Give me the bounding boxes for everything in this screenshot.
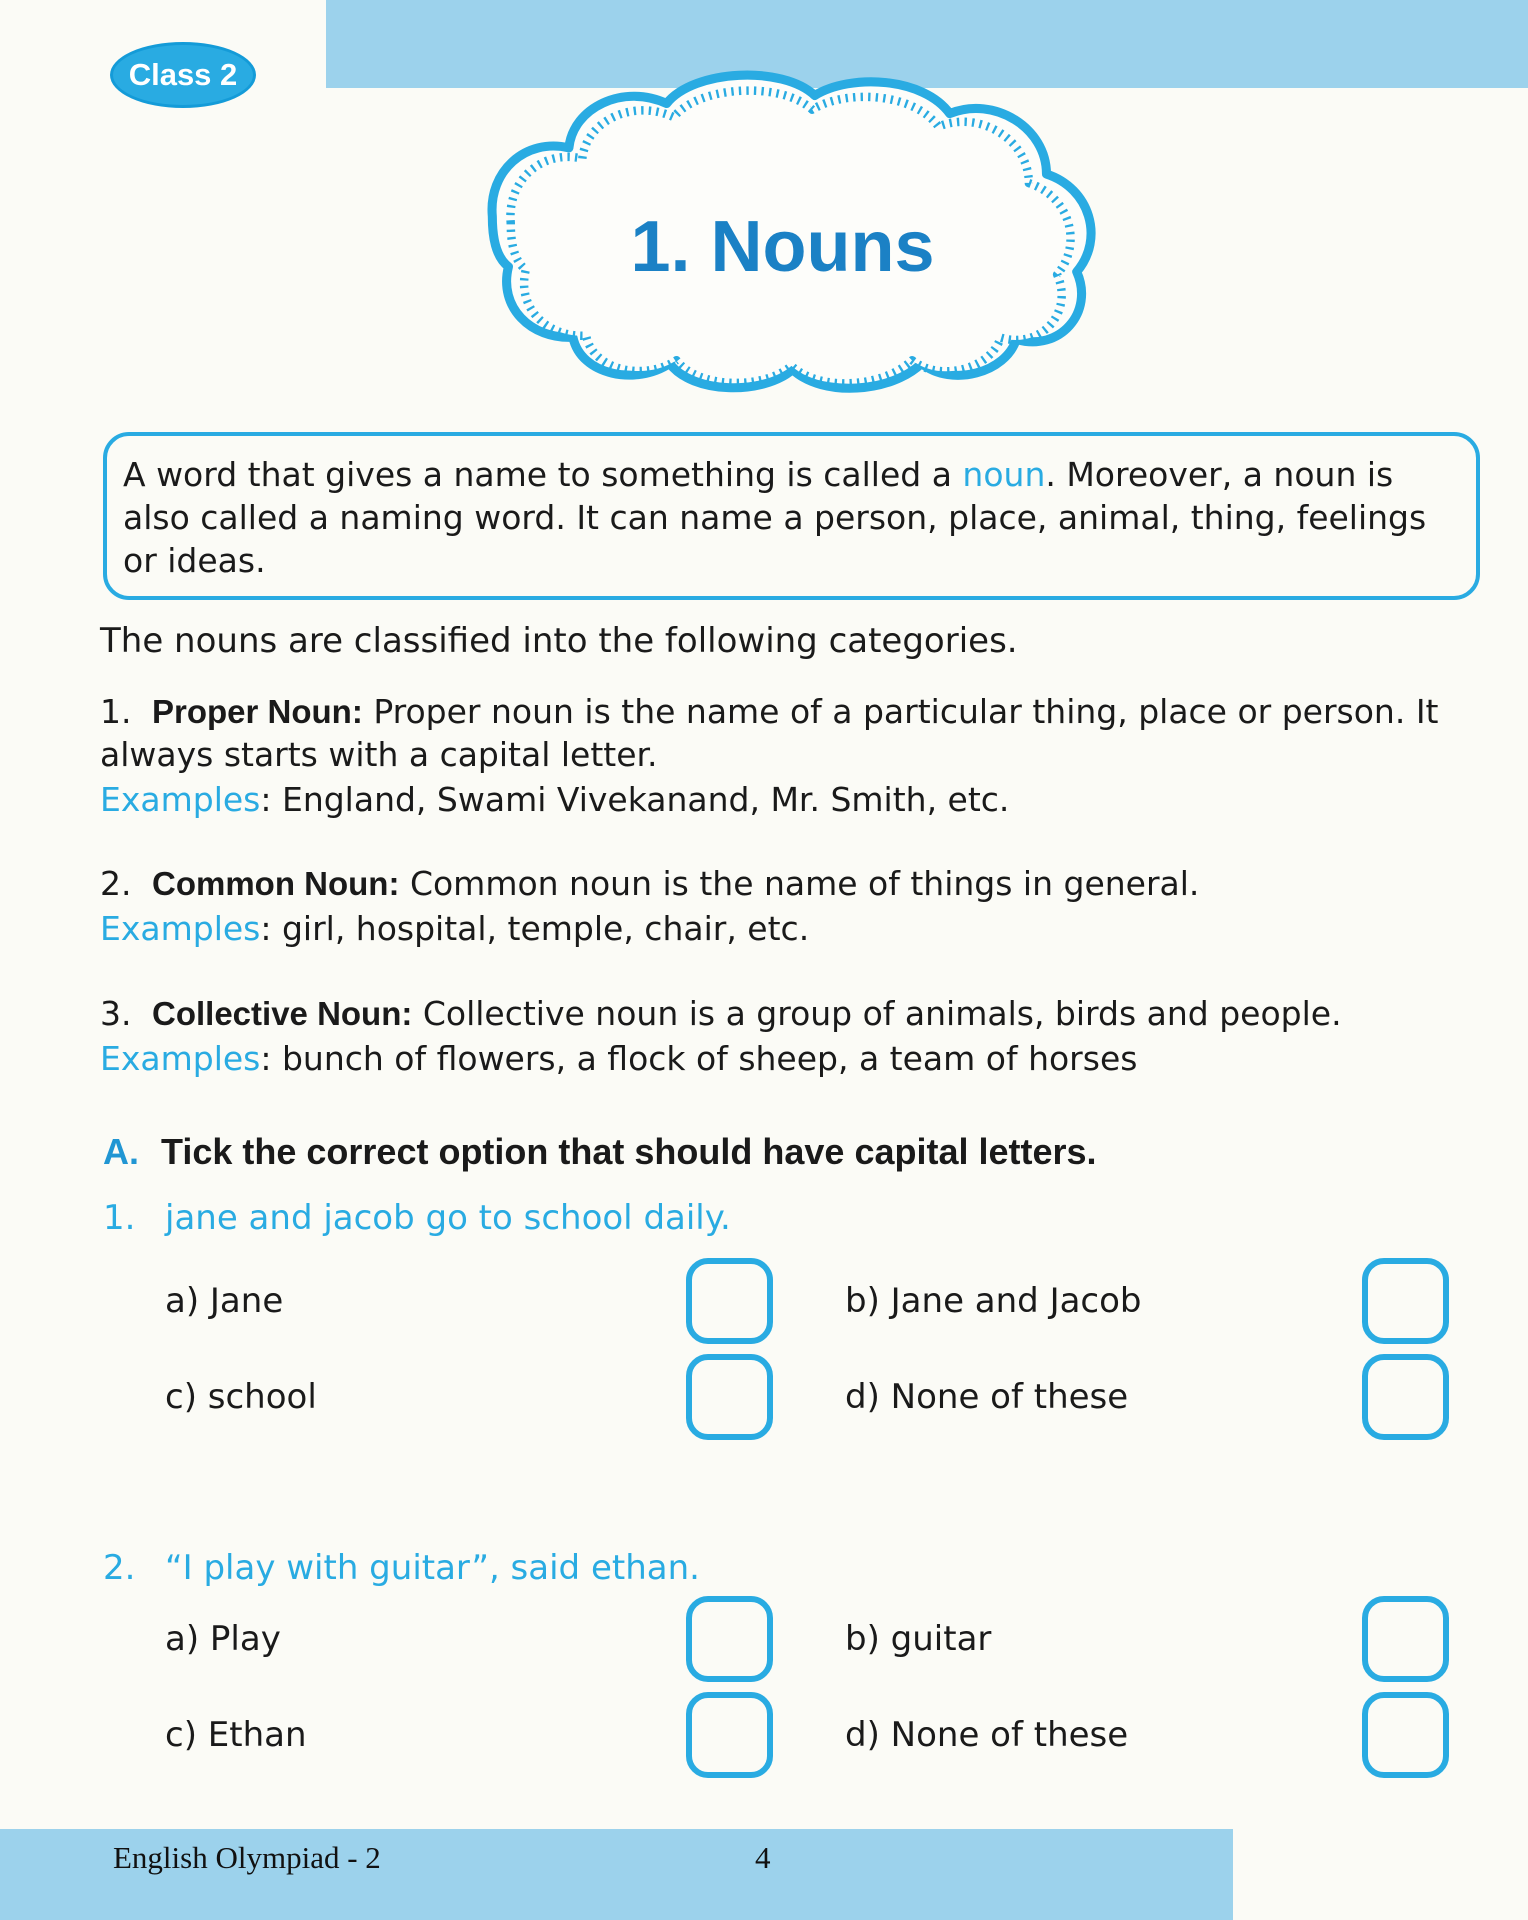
- definition-highlight: noun: [962, 455, 1046, 494]
- option-b: [845, 1596, 1449, 1682]
- noun-type-examples: [100, 778, 1512, 821]
- option-c: [165, 1354, 773, 1440]
- option-a: [165, 1596, 773, 1682]
- option-b: [845, 1258, 1449, 1344]
- question-number: 1.: [103, 1198, 136, 1238]
- noun-type-desc: Collective noun is a group of animals, birds and people.: [412, 994, 1342, 1033]
- option-label: a) Jane: [165, 1281, 284, 1321]
- option-label: b) guitar: [845, 1619, 992, 1659]
- option-label: a) Play: [165, 1619, 281, 1659]
- class-badge-label: Class 2: [128, 57, 238, 92]
- option-a: [165, 1258, 773, 1344]
- noun-type-examples: [100, 1037, 1512, 1080]
- option-checkbox[interactable]: [686, 1354, 773, 1440]
- noun-type-number: 2.: [100, 864, 132, 903]
- noun-type-common: [100, 862, 1512, 950]
- option-checkbox[interactable]: [686, 1258, 773, 1344]
- noun-type-label: Common Noun:: [152, 865, 400, 902]
- footer-page-number: 4: [755, 1840, 771, 1875]
- examples-text: : girl, hospital, temple, chair, etc.: [260, 909, 810, 948]
- definition-text-pre: A word that gives a name to something is called a: [123, 455, 963, 494]
- noun-type-desc: Common noun is the name of things in general.: [399, 864, 1200, 903]
- option-label: b) Jane and Jacob: [845, 1281, 1142, 1321]
- footer-book-title: English Olympiad - 2: [113, 1840, 381, 1875]
- noun-type-proper: [100, 690, 1512, 821]
- exercise-heading: [103, 1131, 1097, 1173]
- option-d: [845, 1354, 1449, 1440]
- noun-type-number: 1.: [100, 692, 132, 731]
- examples-label: Examples: [100, 1039, 261, 1078]
- option-label: c) school: [165, 1377, 317, 1417]
- examples-text: : England, Swami Vivekanand, Mr. Smith, etc.: [260, 780, 1010, 819]
- option-checkbox[interactable]: [1362, 1354, 1449, 1440]
- noun-type-main: [100, 862, 1512, 905]
- question-1: [103, 1198, 731, 1238]
- noun-type-label: Proper Noun:: [152, 693, 363, 730]
- question-1-options: [165, 1258, 1449, 1440]
- option-checkbox[interactable]: [686, 1692, 773, 1778]
- classification-intro: The nouns are classified into the following categories.: [100, 621, 1018, 661]
- option-checkbox[interactable]: [1362, 1258, 1449, 1344]
- exercise-instruction: Tick the correct option that should have capital letters.: [161, 1131, 1097, 1172]
- examples-label: Examples: [100, 780, 261, 819]
- option-d: [845, 1692, 1449, 1778]
- noun-type-main: [100, 690, 1512, 776]
- option-c: [165, 1692, 773, 1778]
- noun-type-collective: [100, 992, 1512, 1080]
- definition-box: [103, 432, 1480, 600]
- noun-type-desc: Proper noun is the name of a particular thing, place or person. It always starts with a capital letter.: [100, 692, 1439, 774]
- question-text: jane and jacob go to school daily.: [165, 1198, 731, 1238]
- examples-text: : bunch of flowers, a flock of sheep, a team of horses: [260, 1039, 1138, 1078]
- noun-type-label: Collective Noun:: [152, 995, 413, 1032]
- definition-text-post: . Moreover, a noun is also called a naming word. It can name a person, place, animal, thing, feelings or ideas.: [123, 455, 1427, 580]
- examples-label: Examples: [100, 909, 261, 948]
- question-number: 2.: [103, 1548, 136, 1588]
- chapter-title: 1. Nouns: [630, 207, 935, 287]
- noun-type-main: [100, 992, 1512, 1035]
- option-checkbox[interactable]: [1362, 1596, 1449, 1682]
- exercise-letter: A.: [103, 1131, 139, 1172]
- question-text: “I play with guitar”, said ethan.: [165, 1548, 700, 1588]
- option-label: d) None of these: [845, 1715, 1129, 1755]
- option-label: c) Ethan: [165, 1715, 307, 1755]
- option-checkbox[interactable]: [1362, 1692, 1449, 1778]
- noun-type-number: 3.: [100, 994, 132, 1033]
- option-checkbox[interactable]: [686, 1596, 773, 1682]
- option-label: d) None of these: [845, 1377, 1129, 1417]
- question-2: [103, 1548, 700, 1588]
- noun-type-examples: [100, 907, 1512, 950]
- class-badge: [110, 42, 256, 108]
- question-2-options: [165, 1596, 1449, 1778]
